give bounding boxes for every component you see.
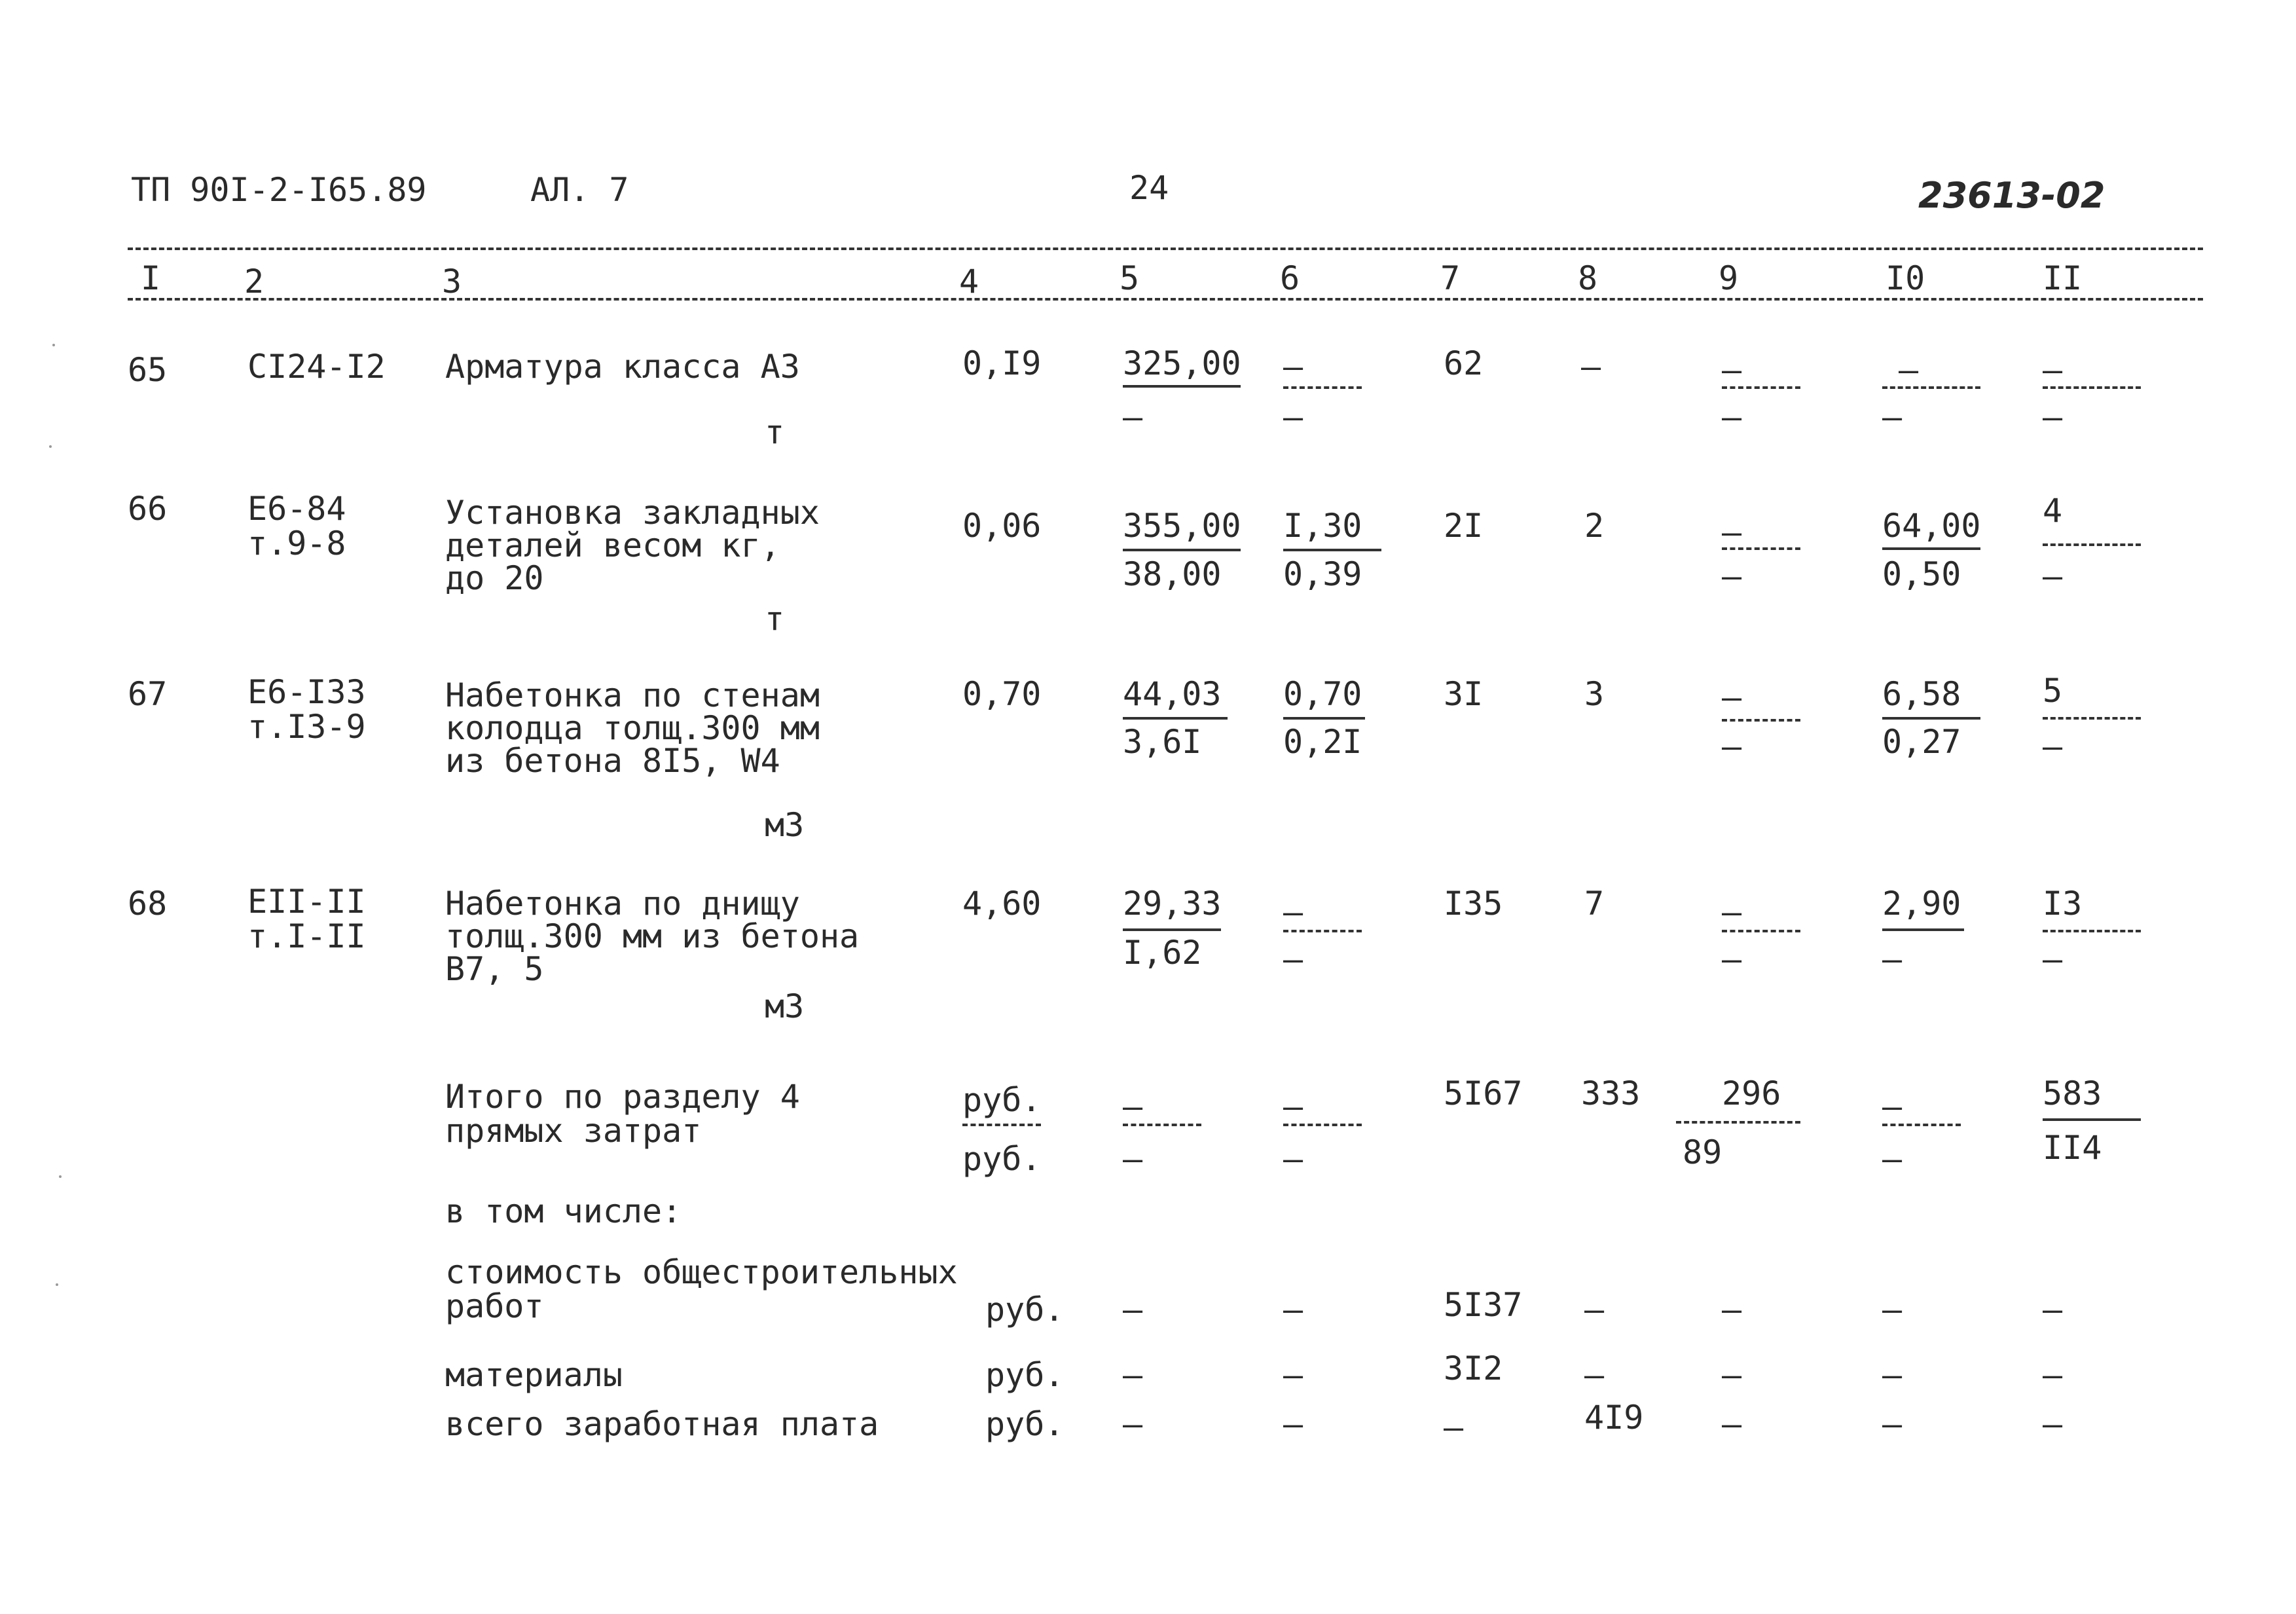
work-description: Набетонка по днищу xyxy=(445,885,800,923)
fraction-line xyxy=(1882,928,1964,931)
work-description: Арматура класса А3 xyxy=(445,348,800,386)
col10-top: 64,00 xyxy=(1882,507,1981,545)
breakdown-label: стоимость общестроительных xyxy=(445,1253,958,1291)
fraction-line xyxy=(1882,1124,1961,1126)
col9-bottom: – xyxy=(1722,557,1742,595)
work-description: толщ.300 мм из бетона xyxy=(445,917,860,955)
fraction-line xyxy=(1283,549,1381,551)
column-header: II xyxy=(2043,259,2083,297)
col11-top: – xyxy=(2043,351,2063,389)
row-number: 65 xyxy=(128,351,168,389)
col8-value: – xyxy=(1584,1291,1605,1329)
col5-value: – xyxy=(1123,1291,1143,1329)
fraction-line xyxy=(1123,717,1228,720)
column-header: I xyxy=(141,259,161,297)
col10-bottom: – xyxy=(1882,398,1903,436)
norm-table: т.9-8 xyxy=(247,524,346,562)
col9-bottom: – xyxy=(1722,940,1742,978)
scan-speck xyxy=(49,445,52,448)
col10-bottom: 0,50 xyxy=(1882,555,1961,593)
col6-bottom: 0,39 xyxy=(1283,555,1362,593)
col6-value: – xyxy=(1283,1291,1303,1329)
col6-top: – xyxy=(1283,893,1303,931)
col11-top: I3 xyxy=(2043,885,2083,923)
col11-value: – xyxy=(2043,1291,2063,1329)
fraction-line xyxy=(1283,930,1362,932)
column-header: 3 xyxy=(442,263,462,301)
norm-table: т.I-II xyxy=(247,917,366,955)
col11-bottom: – xyxy=(2043,727,2063,765)
col9-top: – xyxy=(1722,513,1742,551)
work-description: Набетонка по стенам xyxy=(445,676,820,714)
unit-cost-top: 44,03 xyxy=(1123,675,1222,713)
total-unit-top: руб. xyxy=(962,1081,1042,1119)
col8-value: 3 xyxy=(1584,675,1605,713)
unit-cost-bottom: I,62 xyxy=(1123,934,1202,972)
breakdown-unit: руб. xyxy=(985,1405,1065,1443)
total-cost: 5I67 xyxy=(1444,1074,1523,1112)
fraction-line xyxy=(1123,385,1241,388)
total-cost: – xyxy=(1444,1408,1464,1446)
album-number: АЛ. 7 xyxy=(530,171,629,209)
col11-bottom: – xyxy=(2043,398,2063,436)
col9-value: – xyxy=(1722,1405,1742,1443)
fraction-line xyxy=(1283,386,1362,389)
row-number: 67 xyxy=(128,675,168,713)
col8-value: – xyxy=(1584,1356,1605,1394)
col5-value: – xyxy=(1123,1405,1143,1443)
breakdown-unit: руб. xyxy=(985,1291,1065,1329)
page-number: 24 xyxy=(1129,169,1169,207)
col11-value: – xyxy=(2043,1356,2063,1394)
column-header: 4 xyxy=(959,263,979,301)
fraction-line xyxy=(1722,386,1800,389)
col6-bottom: – xyxy=(1283,398,1303,436)
col10-top: 2,90 xyxy=(1882,885,1961,923)
fraction-line xyxy=(2043,1118,2141,1121)
including-label: в том числе: xyxy=(445,1192,682,1230)
col5-value: – xyxy=(1123,1356,1143,1394)
col11-top: 4 xyxy=(2043,492,2063,530)
scan-speck xyxy=(59,1175,62,1178)
fraction-line xyxy=(1722,547,1800,550)
col9-value: – xyxy=(1722,1356,1742,1394)
breakdown-label: работ xyxy=(445,1287,544,1325)
col6-top: 0,70 xyxy=(1283,675,1362,713)
norm-code: Е6-I33 xyxy=(247,673,366,711)
col9-bottom: – xyxy=(1722,727,1742,765)
quantity: 4,60 xyxy=(962,885,1042,923)
fraction-line xyxy=(1722,719,1800,722)
fraction-line xyxy=(1882,717,1980,720)
col10-top: – xyxy=(1882,1088,1903,1126)
work-description: Установка закладных xyxy=(445,494,820,532)
col10-value: – xyxy=(1882,1356,1903,1394)
work-description: колодца толщ.300 мм xyxy=(445,709,820,747)
total-unit-bottom: руб. xyxy=(962,1140,1042,1178)
col6-bottom: – xyxy=(1283,1140,1303,1178)
col11-bottom: – xyxy=(2043,557,2063,595)
col6-value: – xyxy=(1283,1356,1303,1394)
column-header: 2 xyxy=(244,263,264,301)
table-header-bottom-rule xyxy=(128,298,2203,301)
breakdown-label: материалы xyxy=(445,1356,623,1394)
col10-bottom: 0,27 xyxy=(1882,723,1961,761)
fraction-line xyxy=(1882,547,1980,550)
col11-bottom: II4 xyxy=(2043,1129,2102,1167)
col10-value: – xyxy=(1882,1291,1903,1329)
fraction-line xyxy=(1722,930,1800,932)
archive-number: 23613-02 xyxy=(1918,175,2105,216)
norm-code: Е6-84 xyxy=(247,490,346,528)
unit-cost-bottom: 38,00 xyxy=(1123,555,1222,593)
col10-value: – xyxy=(1882,1405,1903,1443)
fraction-line xyxy=(1283,1124,1362,1126)
column-header: 9 xyxy=(1719,259,1739,297)
col6-top: I,30 xyxy=(1283,507,1362,545)
total-label: прямых затрат xyxy=(445,1112,702,1150)
col5-top: – xyxy=(1123,1088,1143,1126)
col9-top: – xyxy=(1722,893,1742,931)
unit-cost-bottom: – xyxy=(1123,398,1143,436)
col9-value: – xyxy=(1722,1291,1742,1329)
fraction-line xyxy=(2043,543,2141,546)
fraction-line xyxy=(2043,930,2141,932)
column-header: 6 xyxy=(1280,259,1300,297)
unit-cost-top: 355,00 xyxy=(1123,507,1241,545)
column-header: I0 xyxy=(1886,259,1925,297)
unit-of-measure: м3 xyxy=(765,987,805,1025)
work-description: деталей весом кг, xyxy=(445,526,780,564)
work-description: В7, 5 xyxy=(445,950,544,988)
column-header: 8 xyxy=(1578,259,1598,297)
fraction-line xyxy=(1283,717,1365,720)
total-cost: I35 xyxy=(1444,885,1503,923)
col11-bottom: – xyxy=(2043,940,2063,978)
work-description: из бетона 8I5, W4 xyxy=(445,742,780,780)
col11-top: 583 xyxy=(2043,1074,2102,1112)
total-cost: 2I xyxy=(1444,507,1484,545)
col8-value: 7 xyxy=(1584,885,1605,923)
fraction-line xyxy=(1882,386,1980,389)
total-cost: 62 xyxy=(1444,344,1484,382)
col10-top: 6,58 xyxy=(1882,675,1961,713)
col8-value: 4I9 xyxy=(1584,1399,1644,1437)
norm-code: CI24-I2 xyxy=(247,348,386,386)
col8-value: – xyxy=(1581,348,1601,386)
total-cost: 3I2 xyxy=(1444,1349,1503,1387)
quantity: 0,I9 xyxy=(962,344,1042,382)
fraction-line xyxy=(1676,1121,1800,1124)
row-number: 66 xyxy=(128,490,168,528)
col5-bottom: – xyxy=(1123,1140,1143,1178)
total-label: Итого по разделу 4 xyxy=(445,1078,800,1116)
col10-bottom: – xyxy=(1882,940,1903,978)
fraction-line xyxy=(1123,928,1221,931)
breakdown-unit: руб. xyxy=(985,1356,1065,1394)
row-number: 68 xyxy=(128,885,168,923)
col9-top: 296 xyxy=(1722,1074,1781,1112)
column-header: 5 xyxy=(1120,259,1140,297)
col9-top: – xyxy=(1722,351,1742,389)
fraction-line xyxy=(2043,386,2141,389)
fraction-line xyxy=(962,1124,1041,1126)
unit-cost-top: 29,33 xyxy=(1123,885,1222,923)
fraction-line xyxy=(1123,549,1241,551)
work-description: до 20 xyxy=(445,559,544,597)
col6-bottom: – xyxy=(1283,940,1303,978)
scan-speck xyxy=(52,344,55,346)
fraction-line xyxy=(2043,717,2141,720)
norm-table: т.I3-9 xyxy=(247,708,366,746)
quantity: 0,06 xyxy=(962,507,1042,545)
total-cost: 5I37 xyxy=(1444,1286,1523,1324)
unit-of-measure: т xyxy=(765,600,785,638)
unit-of-measure: м3 xyxy=(765,806,805,844)
document-code: ТП 90I-2-I65.89 xyxy=(131,171,427,209)
col9-bottom: 89 xyxy=(1683,1133,1722,1171)
col6-bottom: 0,2I xyxy=(1283,723,1362,761)
col10-top: – xyxy=(1899,351,1919,389)
column-header: 7 xyxy=(1440,259,1461,297)
total-cost: 3I xyxy=(1444,675,1484,713)
col9-top: – xyxy=(1722,678,1742,716)
quantity: 0,70 xyxy=(962,675,1042,713)
breakdown-label: всего заработная плата xyxy=(445,1405,879,1443)
col6-value: – xyxy=(1283,1405,1303,1443)
col8-value: 333 xyxy=(1581,1074,1641,1112)
col6-top: – xyxy=(1283,1088,1303,1126)
table-top-rule xyxy=(128,248,2203,250)
unit-cost-top: 325,00 xyxy=(1123,344,1241,382)
scan-speck xyxy=(56,1283,58,1286)
col8-value: 2 xyxy=(1584,507,1605,545)
col11-top: 5 xyxy=(2043,672,2063,710)
col6-top: – xyxy=(1283,348,1303,386)
col11-value: – xyxy=(2043,1405,2063,1443)
norm-code: ЕII-II xyxy=(247,883,366,921)
col9-bottom: – xyxy=(1722,398,1742,436)
col10-bottom: – xyxy=(1882,1140,1903,1178)
fraction-line xyxy=(1123,1124,1201,1126)
unit-cost-bottom: 3,6I xyxy=(1123,723,1202,761)
unit-of-measure: т xyxy=(765,413,785,451)
